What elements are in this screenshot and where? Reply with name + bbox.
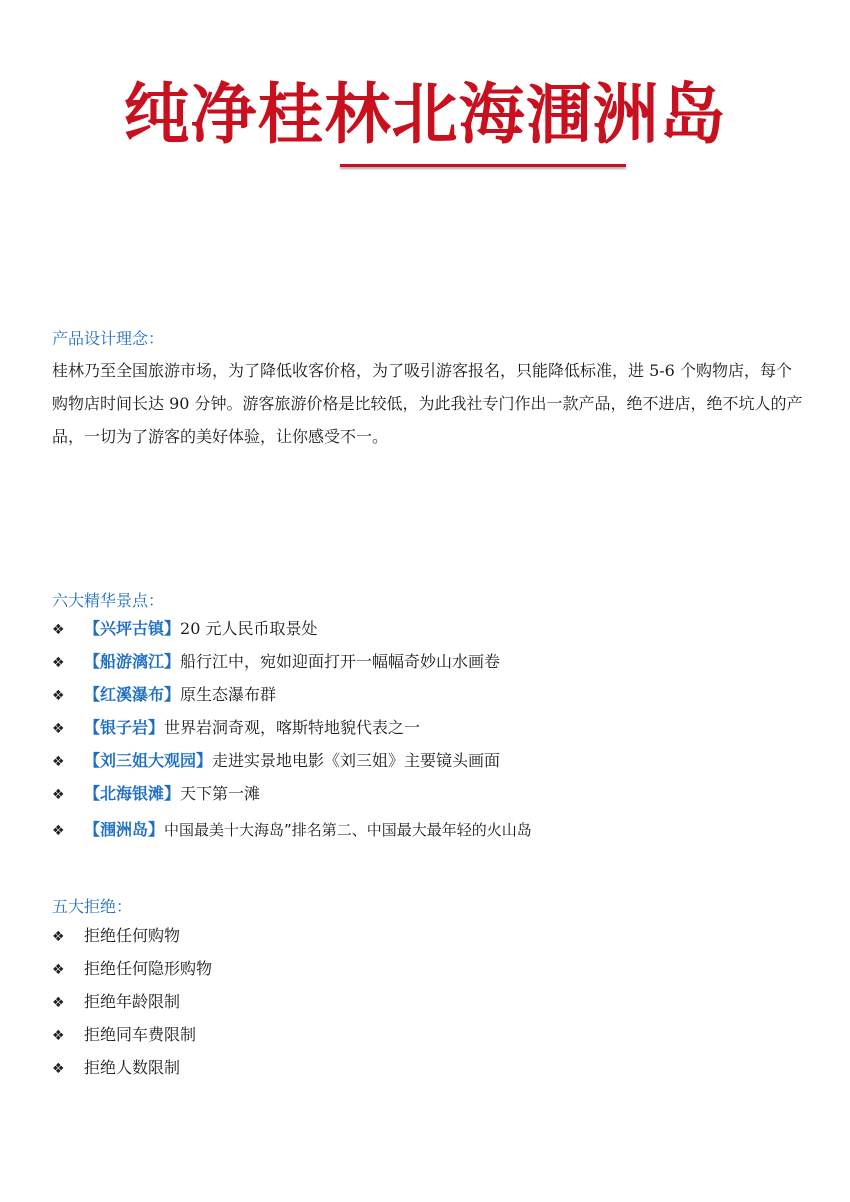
refusal-text: 拒绝年龄限制 [84,992,181,1011]
list-item [52,1018,212,1051]
list-item [52,645,532,678]
spot-name: 【银子岩】 [84,718,165,737]
concept-paragraph: 桂林乃至全国旅游市场，为了降低收客价格，为了吸引游客报名，只能降低标准，进 5-6 个购物店，每个购物店时间长达 90 分钟。游客旅游价格是比较低，为此我社专门作出一款产品，绝不进店，绝不坑人的产品，一切为了游客的美好体验，让你感受不一。 [52,361,803,446]
refusal-text: 拒绝同车费限制 [84,1025,197,1044]
spot-name: 【红溪瀑布】 [84,685,181,704]
diamond-bullet-icon: ❖ [52,1028,65,1044]
concept-heading: 产品设计理念： [52,329,165,348]
diamond-bullet-icon: ❖ [52,823,65,839]
spot-description: 天下第一滩 [180,784,261,803]
list-item [52,812,532,848]
list-item [52,985,212,1018]
spot-name: 【刘三姐大观园】 [84,751,213,770]
spot-name: 【北海银滩】 [84,784,181,803]
spot-name: 【涠洲岛】 [84,820,165,839]
spot-description: 中国最美十大海岛”排名第二、中国最大最年轻的火山岛 [164,821,532,839]
diamond-bullet-icon: ❖ [52,754,65,770]
diamond-bullet-icon: ❖ [52,721,65,737]
refusals-heading: 五大拒绝： [52,897,133,916]
spot-description: 20 元人民币取景处 [180,619,318,638]
spots-heading: 六大精华景点： [52,591,165,610]
refusal-text: 拒绝任何隐形购物 [84,959,213,978]
page-title: 纯净桂林北海涠洲岛 [123,76,727,153]
spot-description: 原生态瀑布群 [180,685,277,704]
diamond-bullet-icon: ❖ [52,962,65,978]
diamond-bullet-icon: ❖ [52,655,65,671]
list-item [52,612,532,645]
spot-name: 【船游漓江】 [84,652,181,671]
diamond-bullet-icon: ❖ [52,787,65,803]
diamond-bullet-icon: ❖ [52,929,65,945]
list-item [52,744,532,777]
refusal-text: 拒绝任何购物 [84,926,181,945]
list-item [52,952,212,985]
list-item [52,777,532,810]
spots-list [52,612,532,848]
diamond-bullet-icon: ❖ [52,1061,65,1077]
refusals-list [52,919,212,1084]
list-item [52,678,532,711]
diamond-bullet-icon: ❖ [52,995,65,1011]
refusal-text: 拒绝人数限制 [84,1058,181,1077]
diamond-bullet-icon: ❖ [52,622,65,638]
list-item [52,919,212,952]
list-item [52,711,532,744]
spot-description: 走进实景地电影《刘三姐》主要镜头画面 [212,751,501,770]
spot-description: 世界岩洞奇观，喀斯特地貌代表之一 [164,718,421,737]
title-underline [340,164,626,167]
spot-name: 【兴坪古镇】 [84,619,181,638]
list-item [52,1051,212,1084]
diamond-bullet-icon: ❖ [52,688,65,704]
spot-description: 船行江中，宛如迎面打开一幅幅奇妙山水画卷 [180,652,501,671]
